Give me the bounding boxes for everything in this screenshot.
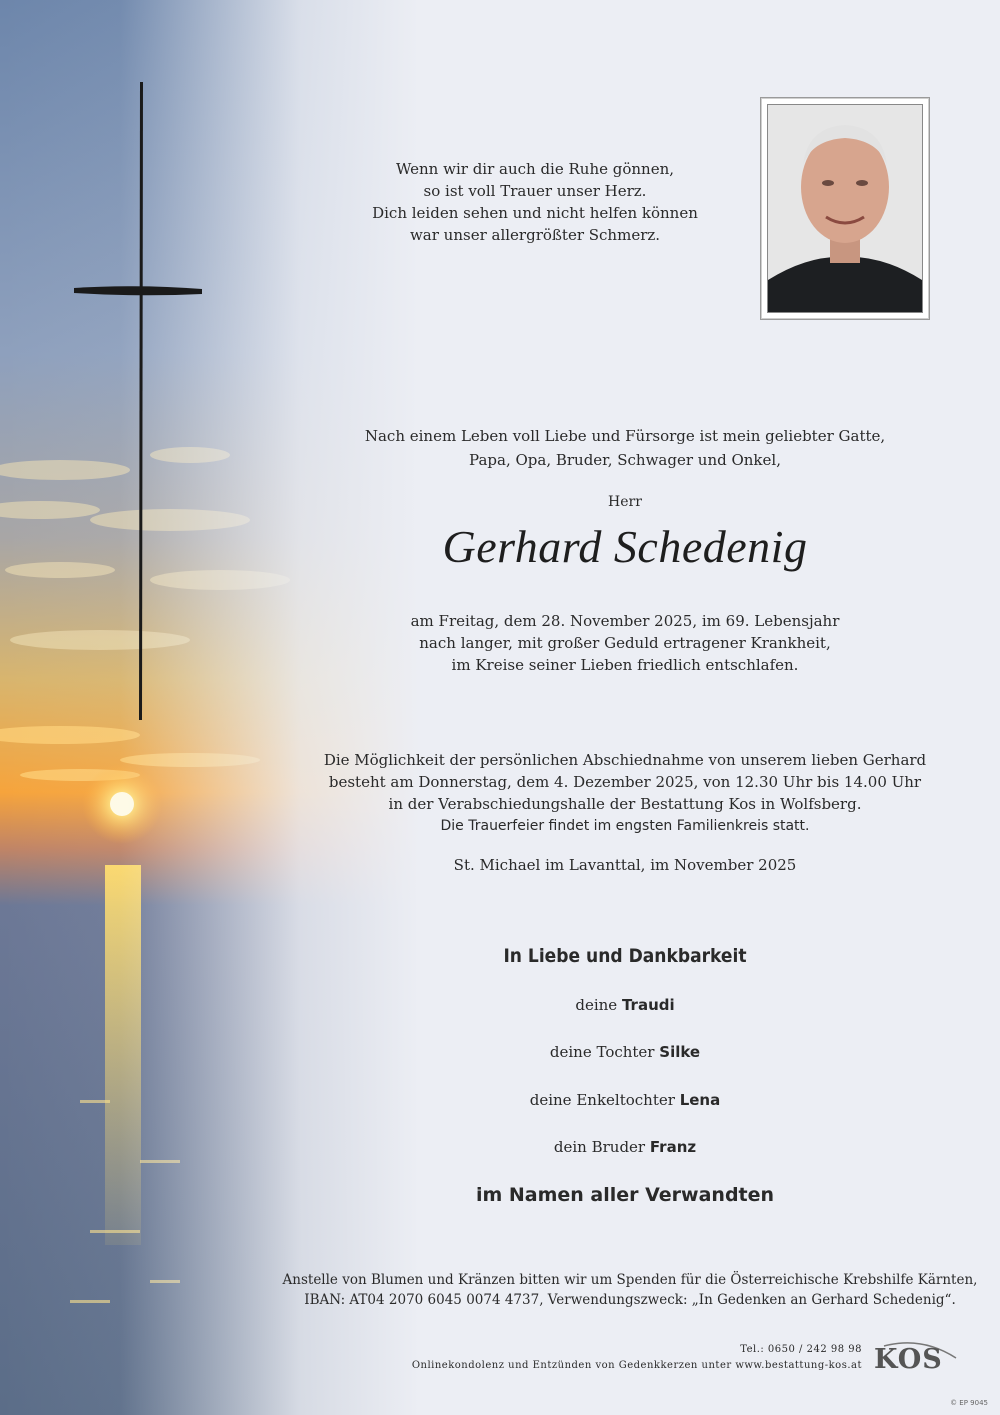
farewell-line: in der Verabschiedungshalle der Bestattung Kos in Wolfsberg. [388,795,862,813]
all-relatives: im Namen aller Verwandten [475,1184,775,1206]
ceremony-line: Die Trauerfeier findet im engsten Familienkreis statt. [440,818,810,834]
verse [300,158,770,246]
portrait-photo [767,104,923,313]
intro-text [280,424,970,472]
family-name: Franz [649,1138,697,1156]
family-name: Traudi [621,996,675,1014]
verse-line: Wenn wir dir auch die Ruhe gönnen, [395,160,675,178]
death-line: am Freitag, dem 28. November 2025, im 69. Lebensjahr [410,612,840,630]
donation-note [270,1270,990,1310]
online-condolence: Onlinekondolenz und Entzünden von Gedenkkerzen unter www.bestattung-kos.at [411,1360,862,1371]
donation-line: Anstelle von Blumen und Kränzen bitten wir um Spenden für die Österreichische Krebshilfe Kärnten, [282,1272,978,1288]
family-member [280,1091,970,1109]
document-code: © EP 9045 [950,1399,988,1407]
logo-text: KOS [874,1344,943,1375]
death-notice [280,610,970,676]
intro-line: Papa, Opa, Bruder, Schwager und Onkel, [469,451,781,469]
farewell-info [280,749,970,837]
family-member [280,1043,970,1061]
phone-number: Tel.: 0650 / 242 98 98 [740,1344,862,1355]
donation-line: IBAN: AT04 2070 6045 0074 4737, Verwendungszweck: „In Gedenken an Gerhard Schedenig“. [304,1292,956,1308]
farewell-line: Die Möglichkeit der persönlichen Abschiednahme von unserem lieben Gerhard [323,751,927,769]
family-member [280,1138,970,1156]
place-date: St. Michael im Lavanttal, im November 2025 [453,856,797,874]
death-line: nach langer, mit großer Geduld ertragener Krankheit, [419,634,831,652]
family-relation: deine Enkeltochter [529,1091,675,1109]
kos-logo [872,1340,962,1380]
verse-line: war unser allergrößter Schmerz. [409,226,661,244]
farewell-line: besteht am Donnerstag, dem 4. Dezember 2025, von 12.30 Uhr bis 14.00 Uhr [328,773,922,791]
family-name: Silke [659,1043,701,1061]
family-relation: dein Bruder [553,1138,646,1156]
family-name: Lena [679,1091,721,1109]
title-herr: Herr [608,494,642,510]
family-relation: deine [575,996,618,1014]
portrait-frame [760,97,930,320]
family-member [280,996,970,1014]
death-line: im Kreise seiner Lieben friedlich entschlafen. [451,656,799,674]
verse-line: Dich leiden sehen und nicht helfen können [372,204,698,222]
closing-phrase: In Liebe und Dankbarkeit [503,945,747,967]
verse-line: so ist voll Trauer unser Herz. [423,182,647,200]
family-relation: deine Tochter [549,1043,655,1061]
deceased-name: Gerhard Schedenig [442,521,808,572]
intro-line: Nach einem Leben voll Liebe und Fürsorge ist mein geliebter Gatte, [364,427,886,445]
